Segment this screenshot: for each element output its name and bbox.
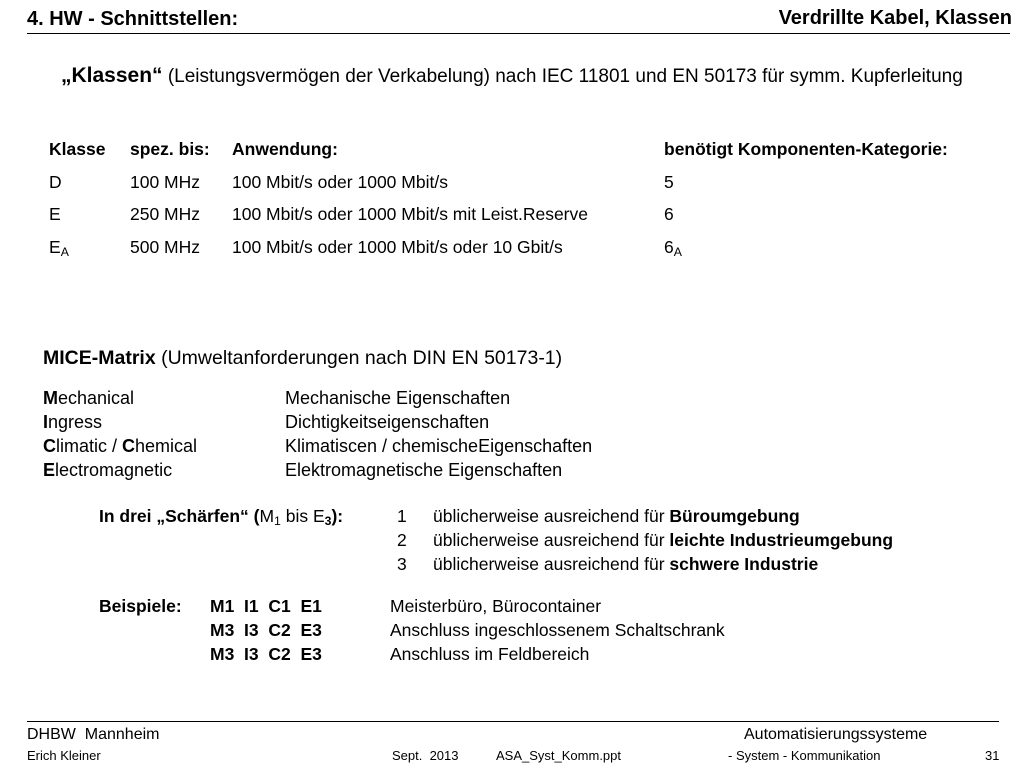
mice-title-lead: MICE-Matrix (43, 347, 156, 369)
col-header-kategorie: benötigt Komponenten-Kategorie: (664, 139, 948, 159)
schaerfen-num: 1 (397, 506, 407, 526)
mice-term (43, 460, 172, 481)
kategorie-value: 6 (664, 237, 674, 257)
mice-term-text: hemical (135, 436, 198, 456)
header-divider (27, 33, 1010, 34)
topic-title: Verdrillte Kabel, Klassen (778, 7, 1012, 29)
footer-file: ASA_Syst_Komm.ppt (496, 748, 621, 763)
mice-desc: Elektromagnetische Eigenschaften (285, 460, 563, 480)
kategorie-value: 6 (664, 204, 674, 224)
schaerfen-emphasis: leichte Industrieumgebung (669, 530, 894, 550)
schaerfen-label-mid: bis E (280, 506, 325, 526)
schaerfen-num: 2 (397, 530, 407, 550)
schaerfen-label-m: M (259, 506, 275, 526)
section-title: 4. HW - Schnittstellen: (27, 8, 239, 30)
klasse-value: E (49, 237, 61, 257)
schaerfen-label-text: In drei „Schärfen“ ( (99, 506, 260, 526)
table-cell-anwendung: 100 Mbit/s oder 1000 Mbit/s mit Leist.Reserve (232, 204, 588, 224)
mice-desc: Klimatiscen / chemischeEigenschaften (285, 436, 593, 456)
beispiel-code: M3 I3 C2 E3 (210, 644, 322, 664)
footer-date: Sept. 2013 (392, 748, 459, 763)
beispiele-label: Beispiele: (99, 596, 182, 616)
mice-term-initial: I (43, 412, 49, 432)
schaerfen-desc (433, 530, 893, 551)
table-cell-spez: 500 MHz (130, 237, 201, 257)
kategorie-value: 5 (664, 172, 674, 192)
table-cell-spez: 250 MHz (130, 204, 201, 224)
mice-term-text: echanical (58, 388, 135, 408)
table-cell-klasse (49, 204, 61, 225)
table-cell-spez: 100 MHz (130, 172, 201, 192)
klassen-description: (Leistungsvermögen der Verkabelung) nach IEC 11801 und EN 50173 für symm. Kupferleitung (167, 66, 963, 87)
footer-divider (27, 721, 999, 722)
mice-term-initial: C (43, 436, 56, 456)
beispiel-desc: Meisterbüro, Bürocontainer (390, 596, 602, 616)
beispiel-desc: Anschluss ingeschlossenem Schaltschrank (390, 620, 725, 640)
table-cell-klasse (49, 237, 69, 258)
mice-term (43, 388, 134, 409)
mice-desc: Dichtigkeitseigenschaften (285, 412, 490, 432)
beispiel-code: M1 I1 C1 E1 (210, 596, 322, 616)
schaerfen-text: üblicherweise ausreichend für (433, 530, 670, 550)
schaerfen-text: üblicherweise ausreichend für (433, 506, 670, 526)
mice-title-rest: (Umweltanforderungen nach DIN EN 50173-1) (161, 347, 563, 369)
footer-author: Erich Kleiner (27, 748, 101, 763)
col-header-anwendung: Anwendung: (232, 139, 338, 159)
schaerfen-desc (433, 554, 818, 575)
klasse-value: D (49, 172, 62, 192)
mice-term-initial: C (122, 436, 136, 456)
mice-term (43, 412, 102, 433)
table-cell-klasse (49, 172, 62, 193)
col-header-spez: spez. bis: (130, 139, 210, 159)
footer-page-number: 31 (985, 748, 1000, 763)
schaerfen-label-end: ): (331, 506, 344, 526)
schaerfen-label-m-sub: 1 (274, 514, 281, 529)
table-cell-anwendung: 100 Mbit/s oder 1000 Mbit/s (232, 172, 448, 192)
col-header-klasse: Klasse (49, 139, 106, 159)
table-cell-kategorie (664, 237, 682, 258)
footer-module: - System - Kommunikation (728, 748, 881, 763)
schaerfen-label-e-sub: 3 (324, 514, 332, 529)
table-cell-kategorie (664, 204, 674, 225)
schaerfen-emphasis: schwere Industrie (669, 554, 819, 574)
schaerfen-text: üblicherweise ausreichend für (433, 554, 670, 574)
mice-term-text: lectromagnetic (55, 460, 173, 480)
beispiel-desc: Anschluss im Feldbereich (390, 644, 590, 664)
mice-term-initial: M (43, 388, 58, 408)
table-cell-anwendung: 100 Mbit/s oder 1000 Mbit/s oder 10 Gbit/s (232, 237, 563, 257)
beispiel-code: M3 I3 C2 E3 (210, 620, 322, 640)
mice-term-text: limatic / (56, 436, 123, 456)
mice-desc: Mechanische Eigenschaften (285, 388, 511, 408)
footer-course: Automatisierungssysteme (744, 726, 928, 743)
schaerfen-desc (433, 506, 800, 527)
klasse-subscript: A (60, 245, 69, 260)
table-cell-kategorie (664, 172, 674, 193)
footer-institution: DHBW Mannheim (27, 726, 160, 743)
mice-term-text: ngress (48, 412, 103, 432)
schaerfen-emphasis: Büroumgebung (669, 506, 800, 526)
schaerfen-label (99, 506, 343, 527)
klassen-intro (61, 64, 963, 88)
mice-term-initial: E (43, 460, 56, 480)
mice-title (43, 347, 562, 370)
mice-term (43, 436, 197, 457)
schaerfen-num: 3 (397, 554, 407, 574)
klassen-lead: „Klassen“ (61, 64, 163, 87)
klasse-value: E (49, 204, 61, 224)
kategorie-subscript: A (673, 245, 682, 260)
